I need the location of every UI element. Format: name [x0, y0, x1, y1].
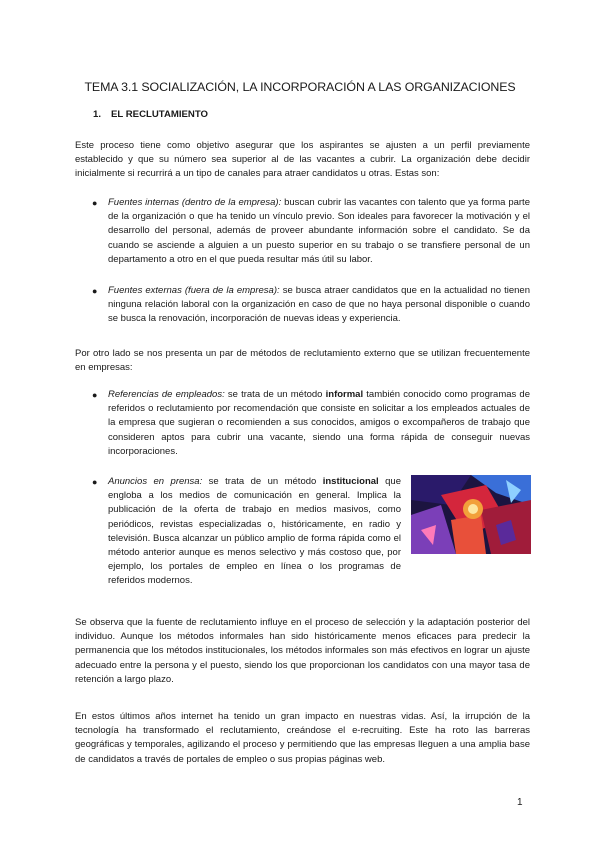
list-item-employee-referrals — [92, 388, 530, 459]
bullet-icon: ● — [92, 477, 98, 487]
recruitment-source-paragraph: Se observa que la fuente de reclutamiento influye en el proceso de selección y la adaptación posterior del individuo. Aunque los métodos informales han sido históricamente menos eficaces para predecir la permanencia que los métodos institucionales, los métodos informales son más efectivos en lograr un ajuste adecuado entre la persona y el puesto, siendo los que proporcionan los candidatos con una mayor tasa de retención a largo plazo. — [75, 617, 530, 685]
page-title: TEMA 3.1 SOCIALIZACIÓN, LA INCORPORACIÓN A LAS ORGANIZACIONES — [84, 80, 516, 94]
page-number: 1 — [517, 797, 523, 808]
illustration-graphic — [411, 475, 531, 554]
list-item-term: Referencias de empleados: — [108, 389, 225, 400]
list-item-text: Fuentes internas (dentro de la empresa): buscan cubrir las vacantes con talento que ya forma parte de la organización o que ha tenido un vínculo previo. Son ideales para favorecer la motivación y el desarrollo del personal, además de proveer abundante información sobre el candidato. Se da cuando se asciende a alguien a un puesto superior en su trabajo o se transfiere personal de un departamento a otro en el que pueda resultar más útil su labor. — [108, 197, 530, 265]
bullet-icon: ● — [92, 390, 98, 400]
list-item-text: Fuentes externas (fuera de la empresa): se busca atraer candidatos que en la actualidad no tienen ninguna relación laboral con la organización en caso de que no haya personal disponible o cuando se busca la renovación, incorporación de nuevas ideas y experiencia. — [108, 285, 530, 325]
method-type: informal — [325, 389, 364, 400]
section-label: EL RECLUTAMIENTO — [111, 109, 209, 120]
bullet-icon: ● — [92, 198, 98, 208]
bullet-icon: ● — [92, 286, 98, 296]
list-item-internal-sources — [92, 196, 530, 267]
list-item-term: Anuncios en prensa: — [108, 476, 203, 487]
method-type: institucional — [322, 476, 379, 487]
list-item-term: Fuentes externas (fuera de la empresa): — [108, 285, 280, 296]
external-methods-paragraph: Por otro lado se nos presenta un par de métodos de reclutamiento externo que se utilizan frecuentemente en empresas: — [75, 348, 530, 374]
list-item-text: Anuncios en prensa: se trata de un método institucional que engloba a los medios de comunicación en general. Implica la publicación de la oferta de trabajo en medios masivos, como periódicos, revistas especializadas o, históricamente, en radio y televisión. Busca alcanzar un público amplio de forma rápida como el método anterior aunque es menos selectivo y más costoso que, por ejemplo, los portales de empleo en línea o los programas de referidos modernos. — [108, 476, 401, 587]
list-item-term: Fuentes internas (dentro de la empresa): — [108, 197, 282, 208]
intro-paragraph: Este proceso tiene como objetivo asegurar que los aspirantes se ajusten a un perfil previamente establecido y que su número sea superior al de las vacantes a cubrir. La organización debe decidir inicialmente si recurrirá a un tipo de canales para atraer candidatos u otras. Estas son: — [75, 140, 530, 180]
list-item-text: Referencias de empleados: se trata de un método informal también conocido como programas de referidos o reclutamiento por recomendación que consiste en solicitar a los empleados actuales de la empresa que sugieran o recomienden a sus conocidos, amigos o excompañeros de trabajo que consideren aptos para cubrir una vacante, siendo una forma rápida de conseguir nuevas incorporaciones. — [108, 389, 530, 457]
section-heading — [93, 108, 208, 122]
list-item-external-sources — [92, 284, 530, 327]
section-number: 1. — [93, 109, 102, 120]
illustration-image — [411, 475, 531, 554]
internet-paragraph: En estos últimos años internet ha tenido un gran impacto en nuestras vidas. Así, la irrupción de la tecnología ha transformado el reclutamiento, creándose el e-recruiting. Este ha roto las barreras geográficas y temporales, agilizando el proceso y permitiendo que las empresas lleguen a una amplia base de candidatos a través de portales de empleo o sus propias páginas web. — [75, 711, 530, 765]
